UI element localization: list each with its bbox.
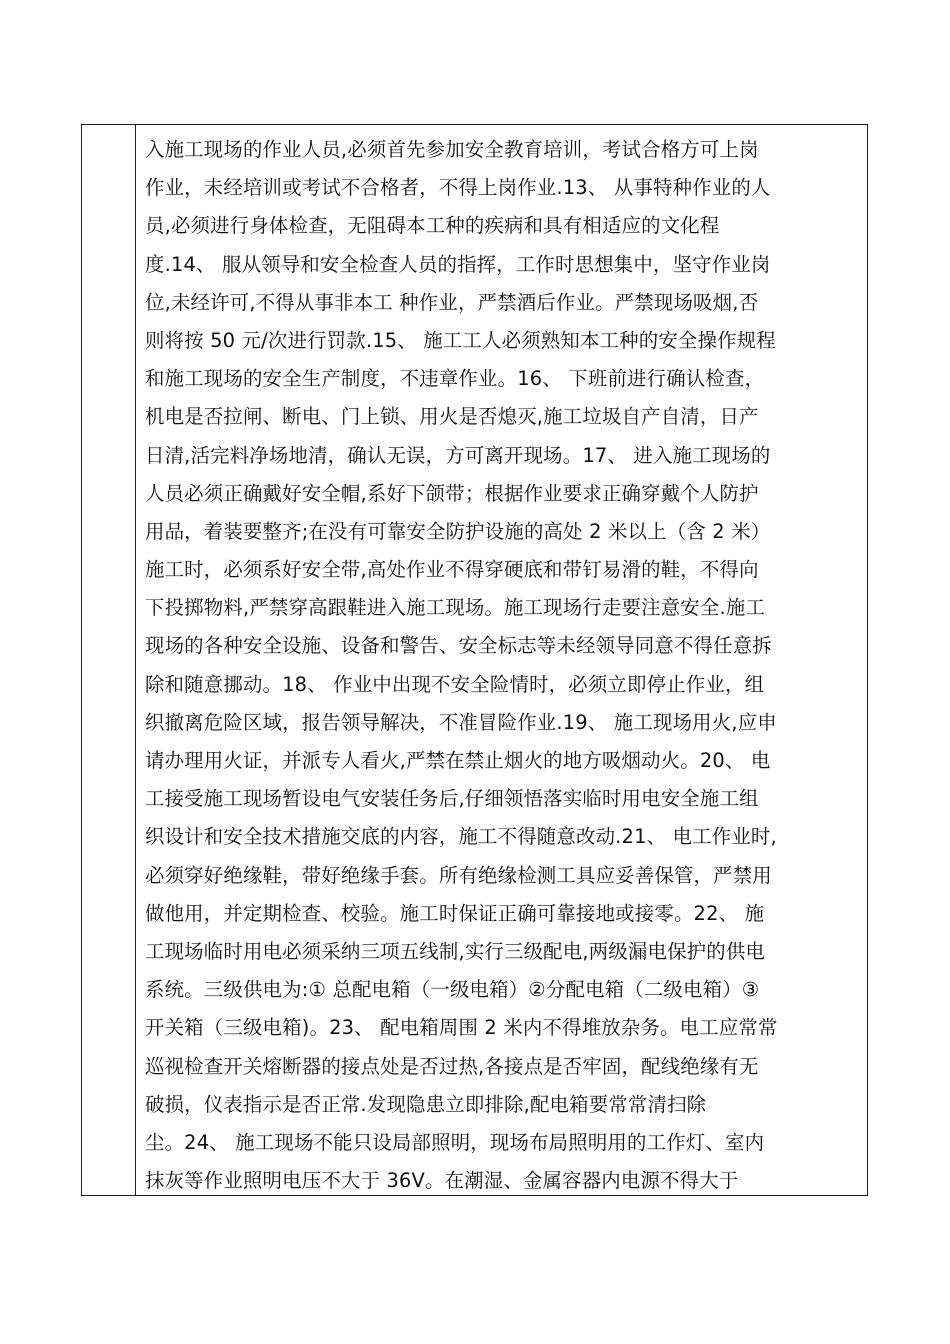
text-line: 日清,活完料净场地清，确认无误，方可离开现场。17、 进入施工现场的 [145, 443, 771, 467]
text-line: 破损，仪表指示是否正常.发现隐患立即排除,配电箱要常常清扫除 [145, 1092, 707, 1116]
text-line: 巡视检查开关熔断器的接点处是否过热,各接点是否牢固，配线绝缘有无 [145, 1054, 759, 1078]
text-line: 度.14、 服从领导和安全检查人员的指挥，工作时思想集中，坚守作业岗 [145, 252, 771, 276]
table-left-column [82, 125, 136, 1195]
text-line: 机电是否拉闸、断电、门上锁、用火是否熄灭,施工垃圾自产自清，日产 [145, 405, 759, 429]
text-line: 请办理用火证，并派专人看火,严禁在禁止烟火的地方吸烟动火。20、 电 [145, 749, 771, 772]
text-line: 位,未经许可,不得从事非本工 种作业，严禁酒后作业。严禁现场吸烟,否 [145, 290, 759, 314]
text-line: 则将按 50 元/次进行罚款.15、 施工工人必须熟知本工种的安全操作规程 [145, 328, 776, 352]
text-line: 织设计和安全技术措施交底的内容，施工不得随意改动.21、 电工作业时, [145, 825, 777, 849]
text-line: 作业，未经培训或考试不合格者，不得上岗作业.13、 从事特种作业的人 [145, 176, 771, 200]
text-line: 系统。三级供电为:① 总配电箱（一级电箱）②分配电箱（二级电箱）③ [145, 978, 760, 1002]
text-line: 入施工现场的作业人员,必须首先参加安全教育培训，考试合格方可上岗 [145, 138, 759, 161]
text-line: 用品，着装要整齐;在没有可靠安全防护设施的高处 2 米以上（含 2 米） [145, 519, 771, 543]
text-line: 人员必须正确戴好安全帽,系好下颌带；根据作业要求正确穿戴个人防护 [145, 481, 759, 505]
text-line: 员,必须进行身体检查，无阻碍本工种的疾病和具有相适应的文化程 [145, 214, 720, 238]
text-line: 除和随意挪动。18、 作业中出现不安全险情时，必须立即停止作业，组 [145, 672, 765, 696]
text-line: 和施工现场的安全生产制度，不违章作业。16、 下班前进行确认检查， [145, 367, 765, 391]
document-table [81, 124, 868, 1196]
text-line: 做他用，并定期检查、校验。施工时保证正确可靠接地或接零。22、 施 [145, 901, 765, 925]
table-content-cell [145, 131, 861, 1196]
text-line: 抹灰等作业照明电压不大于 36V。在潮湿、金属容器内电源不得大于 [145, 1169, 739, 1193]
text-line: 工接受施工现场暂设电气安装任务后,仔细领悟落实临时用电安全施工组 [145, 787, 759, 811]
text-line: 现场的各种安全设施、设备和警告、安全标志等未经领导同意不得任意拆 [145, 634, 772, 658]
text-line: 必须穿好绝缘鞋，带好绝缘手套。所有绝缘检测工具应妥善保管，严禁用 [145, 863, 772, 887]
text-line: 尘。24、 施工现场不能只设局部照明，现场布局照明用的工作灯、室内 [145, 1130, 765, 1154]
text-line: 下投掷物料,严禁穿高跟鞋进入施工现场。施工现场行走要注意安全.施工 [145, 596, 766, 620]
text-line: 施工时，必须系好安全带,高处作业不得穿硬底和带钉易滑的鞋，不得向 [145, 558, 759, 582]
text-line: 开关箱（三级电箱)。23、 配电箱周围 2 米内不得堆放杂务。电工应常常 [145, 1016, 778, 1040]
text-line: 工现场临时用电必须采纳三项五线制,实行三级配电,两级漏电保护的供电 [145, 939, 766, 963]
text-line: 织撤离危险区域，报告领导解决，不准冒险作业.19、 施工现场用火,应申 [145, 710, 777, 734]
